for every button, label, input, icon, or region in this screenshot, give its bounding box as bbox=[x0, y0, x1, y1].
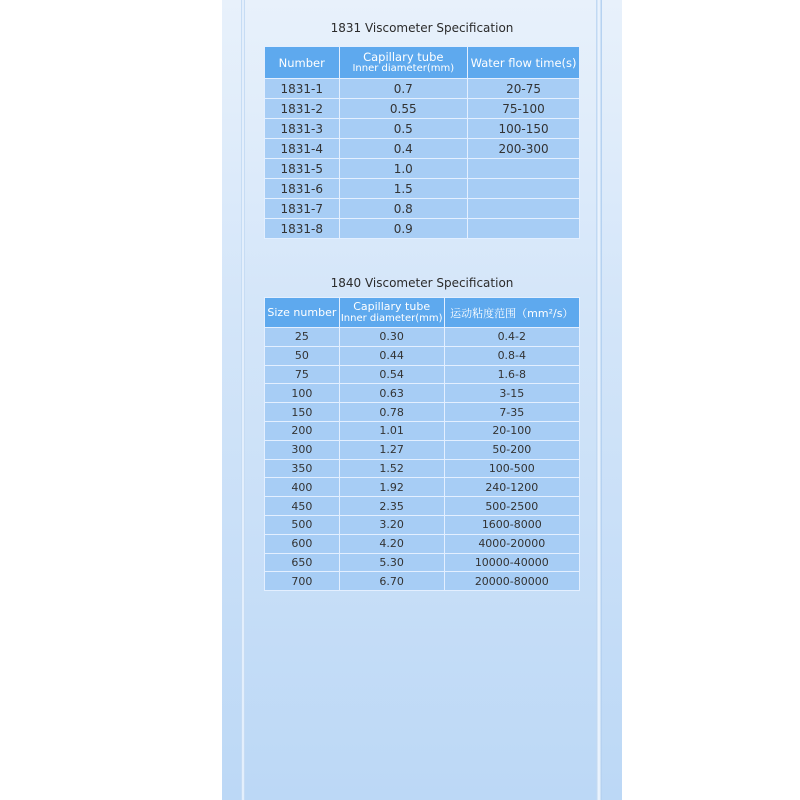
header-size-number: Size number bbox=[265, 298, 340, 328]
cell-size-number: 200 bbox=[265, 421, 340, 440]
cell-size-number: 25 bbox=[265, 328, 340, 347]
cell-diameter: 0.7 bbox=[339, 79, 468, 99]
cell-diameter: 1.92 bbox=[339, 478, 444, 497]
table-row bbox=[265, 534, 580, 553]
cell-viscosity-range: 20000-80000 bbox=[444, 572, 579, 591]
cell-size-number: 150 bbox=[265, 403, 340, 422]
cell-number: 1831-8 bbox=[265, 219, 340, 239]
table-row bbox=[265, 346, 580, 365]
cell-viscosity-range: 1.6-8 bbox=[444, 365, 579, 384]
table-row bbox=[265, 99, 580, 119]
cell-flow-time: 75-100 bbox=[468, 99, 580, 119]
table-row bbox=[265, 403, 580, 422]
cell-viscosity-range: 0.4-2 bbox=[444, 328, 579, 347]
table-row bbox=[265, 179, 580, 199]
cell-diameter: 4.20 bbox=[339, 534, 444, 553]
header-capillary-line2: Inner diameter(mm) bbox=[352, 62, 455, 74]
cell-flow-time bbox=[468, 219, 580, 239]
header-capillary-line1: Capillary tube bbox=[363, 49, 444, 64]
cell-diameter: 0.63 bbox=[339, 384, 444, 403]
cell-diameter: 0.30 bbox=[339, 328, 444, 347]
cell-diameter: 1.01 bbox=[339, 421, 444, 440]
cell-viscosity-range: 1600-8000 bbox=[444, 515, 579, 534]
table-row bbox=[265, 365, 580, 384]
cell-diameter: 0.44 bbox=[339, 346, 444, 365]
header-number: Number bbox=[265, 47, 340, 79]
cell-diameter: 0.5 bbox=[339, 119, 468, 139]
table-row bbox=[265, 553, 580, 572]
table-row bbox=[265, 159, 580, 179]
cell-size-number: 75 bbox=[265, 365, 340, 384]
viscometer-1840-table bbox=[264, 297, 580, 591]
cell-number: 1831-4 bbox=[265, 139, 340, 159]
cell-diameter: 0.8 bbox=[339, 199, 468, 219]
table-row bbox=[265, 139, 580, 159]
table1-title: 1831 Viscometer Specification bbox=[330, 21, 514, 35]
cell-diameter: 0.55 bbox=[339, 99, 468, 119]
cell-viscosity-range: 20-100 bbox=[444, 421, 579, 440]
cell-flow-time: 20-75 bbox=[468, 79, 580, 99]
cell-diameter: 5.30 bbox=[339, 553, 444, 572]
cell-diameter: 0.54 bbox=[339, 365, 444, 384]
header-capillary bbox=[339, 47, 468, 79]
left-frame-rail bbox=[241, 0, 245, 800]
table-row bbox=[265, 79, 580, 99]
cell-diameter: 6.70 bbox=[339, 572, 444, 591]
cell-number: 1831-1 bbox=[265, 79, 340, 99]
cell-diameter: 2.35 bbox=[339, 497, 444, 516]
cell-viscosity-range: 0.8-4 bbox=[444, 346, 579, 365]
table-header-row bbox=[265, 47, 580, 79]
cell-viscosity-range: 240-1200 bbox=[444, 478, 579, 497]
cell-diameter: 0.4 bbox=[339, 139, 468, 159]
cell-size-number: 100 bbox=[265, 384, 340, 403]
table2-title: 1840 Viscometer Specification bbox=[330, 276, 514, 290]
cell-size-number: 300 bbox=[265, 440, 340, 459]
cell-viscosity-range: 100-500 bbox=[444, 459, 579, 478]
header-viscosity-range: 运动粘度范围（mm²/s） bbox=[444, 298, 579, 328]
cell-diameter: 1.0 bbox=[339, 159, 468, 179]
cell-flow-time bbox=[468, 159, 580, 179]
cell-number: 1831-3 bbox=[265, 119, 340, 139]
cell-flow-time: 100-150 bbox=[468, 119, 580, 139]
cell-viscosity-range: 500-2500 bbox=[444, 497, 579, 516]
cell-size-number: 450 bbox=[265, 497, 340, 516]
table-row bbox=[265, 199, 580, 219]
cell-diameter: 1.52 bbox=[339, 459, 444, 478]
header-flow-time: Water flow time(s) bbox=[468, 47, 580, 79]
table-row bbox=[265, 219, 580, 239]
cell-viscosity-range: 50-200 bbox=[444, 440, 579, 459]
cell-size-number: 50 bbox=[265, 346, 340, 365]
right-frame-rail bbox=[596, 0, 602, 800]
cell-diameter: 0.9 bbox=[339, 219, 468, 239]
table-row bbox=[265, 572, 580, 591]
header-capillary bbox=[339, 298, 444, 328]
cell-size-number: 500 bbox=[265, 515, 340, 534]
cell-size-number: 400 bbox=[265, 478, 340, 497]
table-row bbox=[265, 459, 580, 478]
table-header-row bbox=[265, 298, 580, 328]
cell-flow-time bbox=[468, 199, 580, 219]
cell-viscosity-range: 7-35 bbox=[444, 403, 579, 422]
cell-diameter: 1.5 bbox=[339, 179, 468, 199]
cell-size-number: 700 bbox=[265, 572, 340, 591]
viscometer-1831-table bbox=[264, 46, 580, 239]
cell-viscosity-range: 4000-20000 bbox=[444, 534, 579, 553]
cell-diameter: 0.78 bbox=[339, 403, 444, 422]
header-capillary-line2: Inner diameter(mm) bbox=[340, 312, 443, 324]
table-row bbox=[265, 328, 580, 347]
cell-size-number: 350 bbox=[265, 459, 340, 478]
cell-viscosity-range: 10000-40000 bbox=[444, 553, 579, 572]
cell-number: 1831-7 bbox=[265, 199, 340, 219]
cell-number: 1831-5 bbox=[265, 159, 340, 179]
table-row bbox=[265, 440, 580, 459]
cell-diameter: 1.27 bbox=[339, 440, 444, 459]
table-row bbox=[265, 478, 580, 497]
cell-number: 1831-6 bbox=[265, 179, 340, 199]
table-row bbox=[265, 119, 580, 139]
cell-size-number: 600 bbox=[265, 534, 340, 553]
header-capillary-line1: Capillary tube bbox=[353, 299, 431, 313]
cell-size-number: 650 bbox=[265, 553, 340, 572]
table-row bbox=[265, 384, 580, 403]
cell-flow-time: 200-300 bbox=[468, 139, 580, 159]
table-row bbox=[265, 497, 580, 516]
table-row bbox=[265, 421, 580, 440]
cell-number: 1831-2 bbox=[265, 99, 340, 119]
table-row bbox=[265, 515, 580, 534]
cell-viscosity-range: 3-15 bbox=[444, 384, 579, 403]
cell-flow-time bbox=[468, 179, 580, 199]
cell-diameter: 3.20 bbox=[339, 515, 444, 534]
